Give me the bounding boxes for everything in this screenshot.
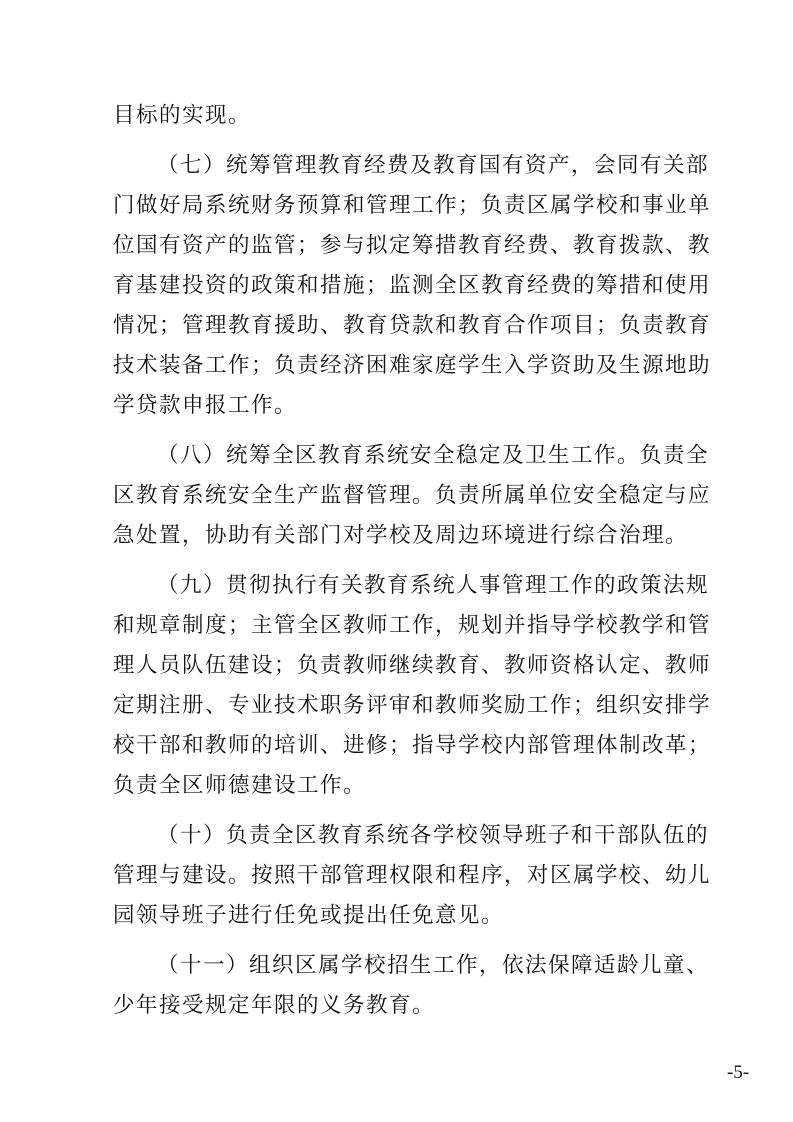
body-line: 育基建投资的政策和措施；监测全区教育经费的筹措和使用 [113, 273, 712, 298]
body-line: 目标的实现。 [113, 103, 252, 128]
body-line: 定期注册、专业技术职务评审和教师奖励工作；组织安排学 [113, 693, 712, 718]
body-line: （九）贯彻执行有关教育系统人事管理工作的政策法规 [157, 573, 710, 598]
body-line: 负责全区师德建设工作。 [113, 773, 367, 798]
body-line: 学贷款申报工作。 [113, 393, 298, 418]
body-line: 技术装备工作；负责经济困难家庭学生入学资助及生源地助 [113, 353, 712, 378]
body-line: 区教育系统安全生产监督管理。负责所属单位安全稳定与应 [113, 483, 712, 508]
body-line: （十一）组织区属学校招生工作，依法保障适龄儿童、 [157, 953, 710, 978]
page-number: -5- [727, 1062, 750, 1083]
document-body [113, 96, 712, 1026]
body-line: 校干部和教师的培训、进修；指导学校内部管理体制改革； [113, 733, 712, 758]
body-line: 位国有资产的监管；参与拟定筹措教育经费、教育拨款、教 [113, 233, 712, 258]
body-line: 和规章制度；主管全区教师工作，规划并指导学校教学和管 [113, 613, 712, 638]
body-line: 门做好局系统财务预算和管理工作；负责区属学校和事业单 [113, 193, 712, 218]
body-line: （七）统筹管理教育经费及教育国有资产，会同有关部 [157, 153, 710, 178]
body-line: （十）负责全区教育系统各学校领导班子和干部队伍的 [157, 823, 710, 848]
body-line: 理人员队伍建设；负责教师继续教育、教师资格认定、教师 [113, 653, 712, 678]
body-line: 管理与建设。按照干部管理权限和程序，对区属学校、幼儿 [113, 863, 712, 888]
body-line: 园领导班子进行任免或提出任免意见。 [113, 903, 505, 928]
body-line: （八）统筹全区教育系统安全稳定及卫生工作。负责全 [157, 443, 710, 468]
body-line: 少年接受规定年限的义务教育。 [113, 993, 436, 1018]
body-line: 急处置，协助有关部门对学校及周边环境进行综合治理。 [113, 523, 689, 548]
body-line: 情况；管理教育援助、教育贷款和教育合作项目；负责教育 [113, 313, 712, 338]
